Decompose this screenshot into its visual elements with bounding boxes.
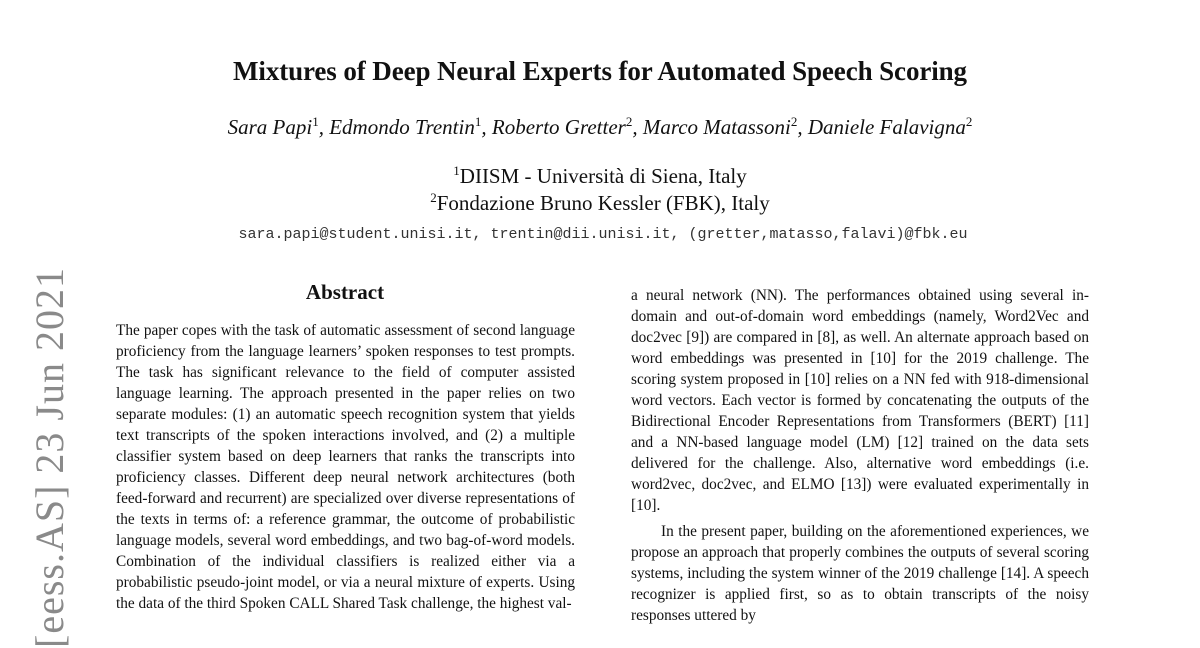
author-name: Sara Papi — [227, 115, 313, 139]
body-paragraph: a neural network (NN). The performances obtained using several in-domain and out-of-domain word embeddings (namely, Word2Vec and doc2vec [9]) are compared in [8], as well. An alternate approach based on word embeddings was presented in [10] for the 2019 challenge. The scoring system proposed in [10] relies on a NN fed with 918-dimensional word vectors. Each vector is formed by concatenating the outputs of the Bidirectional Encoder Representations from Transformers (BERT) [11] and a NN-based language model (LM) [12] trained on the data sets delivered for the challenge. Also, alternative word embeddings (i.e. word2vec, doc2vec, and ELMO [13]) were evaluated experimentally in [10]. — [631, 287, 1089, 514]
body-paragraph: In the present paper, building on the aforementioned experiences, we propose an approach that properly combines the outputs of several scoring systems, including the system winner of the 2019 challenge [14]. A speech recognizer is applied first, so as to obtain transcripts of the noisy responses uttered by — [631, 523, 1089, 624]
affiliation-2 — [0, 191, 1200, 216]
affiliation-text: DIISM - Università di Siena, Italy — [459, 164, 747, 188]
affiliation-mark: 1 — [474, 114, 482, 129]
author-list: Sara Papi$^1$, Edmondo Trentin$^1$, Roberto Gretter$^2$, Marco Matassoni$^2$, Daniele Falavigna$^2$ — [227, 114, 973, 139]
abstract-paragraph: The paper copes with the task of automatic assessment of second language proficiency from the language learners’ spoken responses to test prompts. The task has significant relevance to the field of computer assisted language learning. The approach presented in the paper relies on two separate modules: (1) an automatic speech recognition system that yields text transcripts of the spoken interactions involved, and (2) a multiple classifier system based on deep learners that ranks the transcripts into proficiency classes. Different deep neural network architectures (both feed-forward and recurrent) are specialized over diverse representations of the texts in terms of: a reference grammar, the outcome of probabilistic language models, several word embeddings, and two bag-of-word models. Combination of the individual classifiers is realized either via a probabilistic pseudo-joint model, or via a neural mixture of experts. Using the data of the third Spoken CALL Shared Task challenge, the highest val- — [116, 322, 575, 612]
affiliation-text: Fondazione Bruno Kessler (FBK), Italy — [436, 191, 770, 215]
author-name: Edmondo Trentin — [329, 115, 475, 139]
affiliation-mark: 2 — [790, 114, 798, 129]
author-emails: sara.papi@student.unisi.it, trentin@dii.unisi.it, (gretter,matasso,falavi)@fbk.eu — [238, 226, 968, 243]
arxiv-watermark: [eess.AS] 23 Jun 2021 — [27, 267, 72, 648]
abstract-heading: Abstract — [305, 280, 385, 304]
author-name: Roberto Gretter — [491, 115, 626, 139]
affiliation-mark: 1 — [453, 163, 460, 178]
affiliation-1 — [0, 164, 1200, 189]
author-name: Daniele Falavigna — [807, 115, 966, 139]
paper-title: Mixtures of Deep Neural Experts for Automated Speech Scoring — [233, 56, 967, 86]
affiliation-mark: 2 — [965, 114, 973, 129]
author-name: Marco Matassoni — [642, 115, 791, 139]
affiliation-mark: 2 — [430, 190, 437, 205]
affiliation-mark: 1 — [312, 114, 319, 129]
body-column-right — [631, 285, 1089, 626]
abstract-column — [116, 320, 575, 614]
affiliation-mark: 2 — [625, 114, 633, 129]
